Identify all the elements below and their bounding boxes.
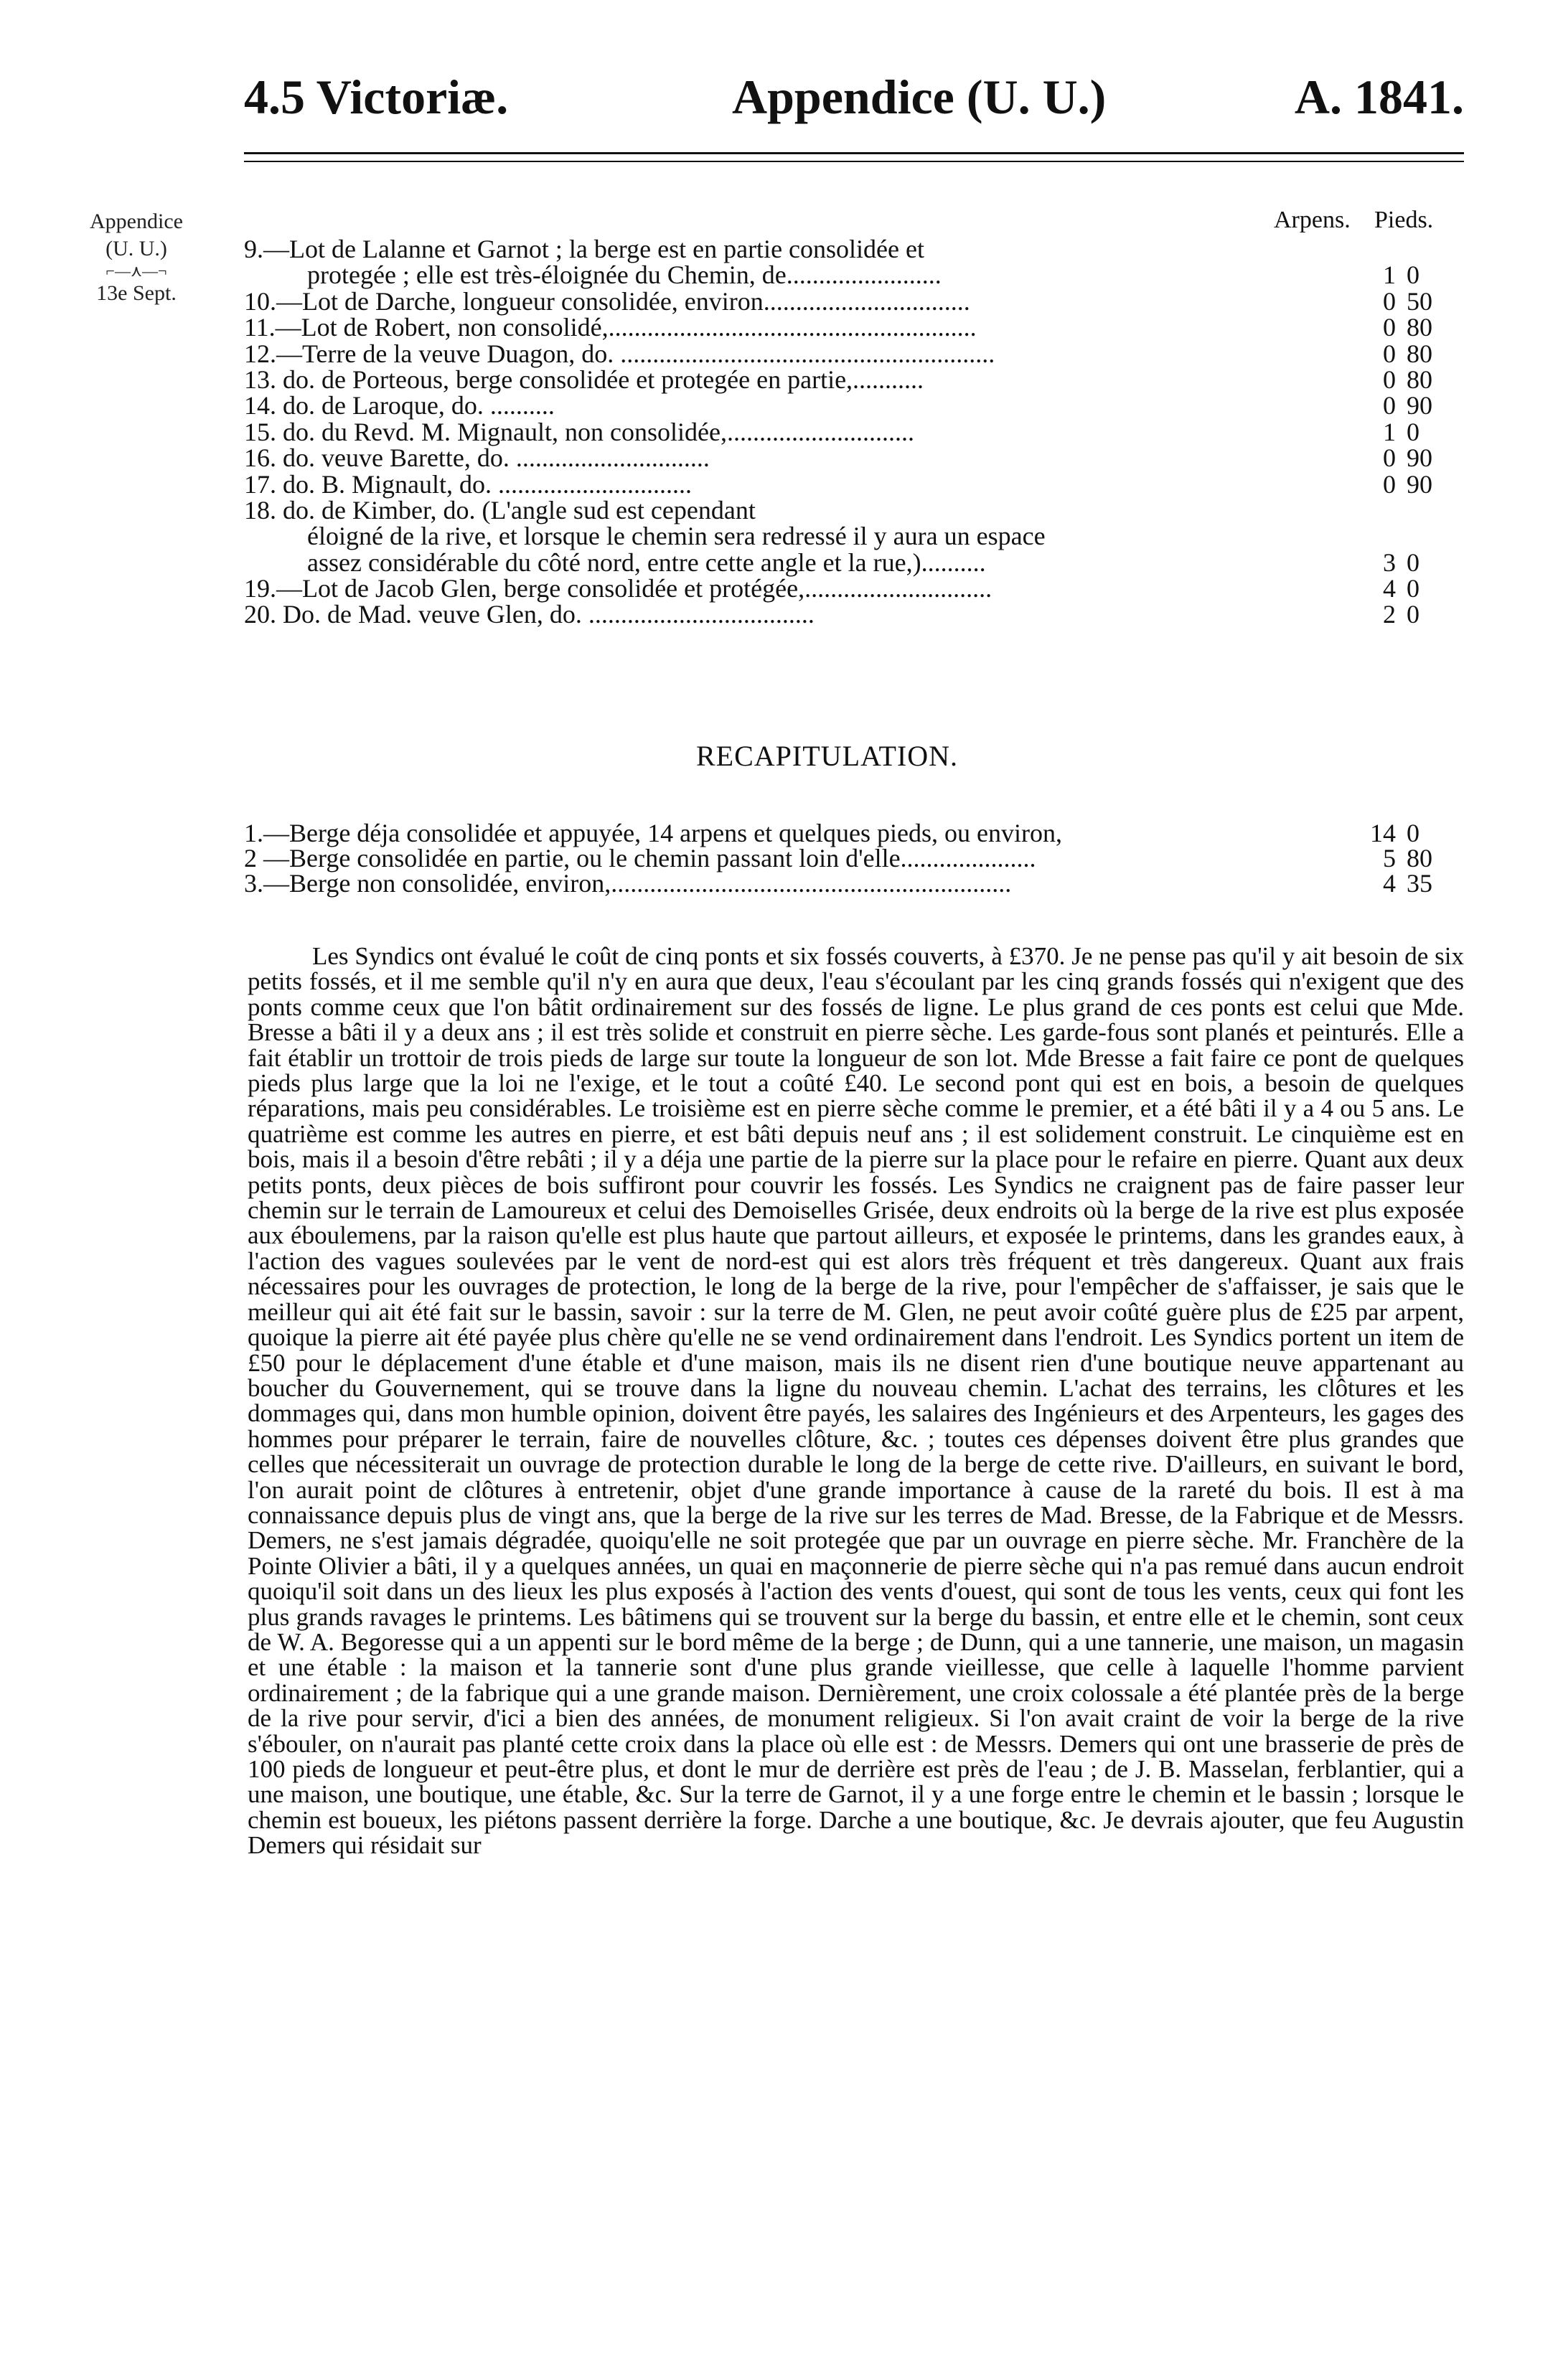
row-arpens: 1	[1383, 260, 1396, 290]
header-rule-thin	[244, 161, 1464, 162]
row-description: protegée ; elle est très-éloignée du Chemin, de........................	[307, 260, 942, 290]
recap-title: RECAPITULATION.	[696, 740, 958, 772]
row-pieds: 0	[1407, 547, 1419, 577]
row-pieds: 35	[1407, 869, 1432, 898]
table-row	[244, 286, 1464, 316]
margin-note	[43, 208, 230, 307]
body-paragraph: Les Syndics ont évalué le coût de cinq ponts et six fossés couverts, à £370. Je ne pense pas qu'il y ait besoin de six petits fossés, et il me semble qu'il n'y en aura que deux, l'eau s'écoulant par les cinq grands fossés qui n'exigent que des ponts comme ceux que l'on bâtit ordinairement sur des fossés de ligne. Le plus grand de ces ponts est celui que Mde. Bresse a bâti il y a deux ans ; il est très solide et construit en pierre sèche. Les garde-fous sont planés et peinturés. Elle a fait établir un trottoir de trois pieds de large sur toute la longueur de son lot. Mde Bresse a fait faire ce pont de quelques pieds plus large que la loi ne l'exige, et le tout a coûté £40. Le second pont qui est en bois, a besoin de quelques réparations, mais peu considérables. Le troisième est en pierre sèche comme le premier, et a été bâti il y a 4 ou 5 ans. Le quatrième est comme les autres en pierre, et est bâti depuis neuf ans ; il est solidement construit. Le cinquième est en bois, mais il a besoin d'être rebâti ; il y a déja une partie de la pierre sur la place pour le refaire en pierre. Quant aux deux petits ponts, deux pièces de bois suffiront pour couvrir les fossés. Les Syndics ne craignent pas de faire passer leur chemin sur le terrain de Lamoureux et celui des Demoiselles Grisée, deux endroits où la berge de la rive est plus exposée aux éboulemens, par la raison qu'elle est plus haute que partout ailleurs, et exposée le printems, dans les grandes eaux, à l'action des vagues soulevées par le vent de nord-est qui est alors très fréquent et très dangereux. Quant aux frais nécessaires pour les ouvrages de protection, le long de la berge de la rive, pour l'empêcher de s'affaisser, je sais que le meilleur qui ait été fait sur le bassin, savoir : sur la terre de M. Glen, ne peut avoir coûté guère plus de £25 par arpent, quoique la pierre ait été payée plus chère qu'elle ne se vend ordinairement dans l'endroit. Les Syndics portent un item de £50 pour le déplacement d'une étable et d'une maison, mais ils ne disent rien d'une boutique neuve appartenant au boucher du Gouvernement, qui se trouve dans la ligne du nouveau chemin. L'achat des terrains, les clôtures et les dommages qui, dans mon humble opinion, doivent être payés, les salaires des Ingénieurs et des Arpenteurs, les gages des hommes pour préparer le terrain, faire de nouvelles clôture, &c. ; toutes ces dépenses doivent être plus grandes que celles que nécessiterait un ouvrage de protection durable le long de la berge de cette rive. D'ailleurs, en suivant le bord, l'on aurait point de clôtures à entretenir, objet d'une grande importance à cause de la rareté du bois. Il est à ma connaissance depuis plus de vingt ans, que la berge de la rive sur les terres de Mad. Bresse, de la Fabrique et de Messrs. Demers, ne s'est jamais dégradée, quoiqu'elle ne soit protegée que par un ouvrage en pierre sèche. Mr. Franchère de la Pointe Olivier a bâti, il y a quelques années, un quai en maçonnerie de pierre sèche qui n'a pas remué dans aucun endroit quoiqu'il soit dans un des lieux les plus exposés à l'action des vents d'ouest, qui sont de tous les vents, ceux qui font les plus grands ravages le printems. Les bâtimens qui se trouvent sur la berge du bassin, et entre elle et le chemin, sont ceux de W. A. Begoresse qui a un appenti sur le bord même de la berge ; de Dunn, qui a une tannerie, une maison, un magasin et une étable : la maison et la tannerie sont d'une plus grande vieillesse, que celle à laquelle l'homme parvient ordinairement ; de la fabrique qui a une grande maison. Dernièrement, une croix colossale a été plantée près de la berge de la rive pour servir, d'ici a bien des années, de monument religieux. Si l'on avait craint de voir la berge de la rive s'ébouler, on n'aurait pas planté cette croix dans la place où elle est : de Messrs. Demers qui ont une brasserie de près de 100 pieds de longueur et peut-être plus, et dont le mur de derrière est près de l'eau ; de J. B. Masselan, ferblantier, qui a une maison, une boutique, une étable, &c. Sur la terre de Garnot, il y a une forge entre le chemin et le bassin ; lorsque le chemin est boueux, les piétons passent derrière la forge. Darche a une boutique, &c. Je devrais ajouter, que feu Augustin Demers qui résidait sur	[248, 942, 1464, 1860]
row-description: 19.—Lot de Jacob Glen, berge consolidée et protégée,.............................	[244, 574, 992, 603]
row-description: 1.—Berge déja consolidée et appuyée, 14 arpens et quelques pieds, ou environ,	[244, 819, 1062, 847]
row-arpens: 0	[1383, 469, 1396, 499]
table-row	[244, 521, 1464, 551]
row-description: 9.—Lot de Lalanne et Garnot ; la berge est en partie consolidée et	[244, 235, 924, 263]
body-text	[248, 944, 1464, 1858]
lots-table	[244, 234, 1464, 629]
row-pieds: 50	[1407, 286, 1432, 316]
header-year: A. 1841.	[1294, 70, 1464, 124]
row-description: 16. do. veuve Barette, do. ..............................	[244, 443, 710, 473]
row-arpens: 0	[1383, 286, 1396, 316]
table-row	[244, 868, 1464, 898]
row-arpens: 1	[1383, 417, 1396, 446]
margin-appendix: Appendice	[90, 210, 183, 233]
row-pieds: 0	[1407, 574, 1419, 603]
row-description: 11.—Lot de Robert, non consolidé,.........................................................	[244, 313, 977, 342]
row-pieds: 80	[1407, 844, 1432, 872]
table-row	[244, 260, 1464, 290]
row-description: assez considérable du côté nord, entre cette angle et la rue,)..........	[307, 547, 986, 577]
table-row	[244, 390, 1464, 420]
recap-table	[244, 818, 1464, 898]
row-arpens: 3	[1383, 547, 1396, 577]
row-arpens: 2	[1383, 600, 1396, 629]
table-row	[244, 469, 1464, 499]
row-pieds: 80	[1407, 364, 1432, 394]
row-pieds: 90	[1407, 469, 1432, 499]
row-arpens: 4	[1383, 869, 1396, 898]
table-row	[244, 417, 1464, 446]
margin-brace: ⌐—⋏—¬	[105, 262, 167, 280]
table-row	[244, 312, 1464, 342]
table-row	[244, 599, 1464, 629]
row-description: 14. do. de Laroque, do. ..........	[244, 391, 555, 420]
running-header	[244, 69, 1464, 133]
row-arpens: 4	[1383, 574, 1396, 603]
row-arpens: 14	[1370, 819, 1396, 847]
row-arpens: 0	[1383, 364, 1396, 394]
row-pieds: 80	[1407, 313, 1432, 342]
header-rule	[244, 152, 1464, 154]
margin-appendix-code: (U. U.)	[105, 237, 167, 260]
table-row	[244, 495, 1464, 525]
table-row	[244, 443, 1464, 473]
row-pieds: 0	[1407, 417, 1419, 446]
column-header-pieds: Pieds.	[1374, 207, 1434, 233]
row-pieds: 0	[1407, 260, 1419, 290]
row-arpens: 0	[1383, 339, 1396, 368]
table-row	[244, 339, 1464, 368]
row-pieds: 90	[1407, 443, 1432, 473]
row-pieds: 0	[1407, 600, 1419, 629]
header-session: 4.5 Victoriæ.	[244, 70, 509, 124]
row-description: 13. do. de Porteous, berge consolidée et protegée en partie,...........	[244, 364, 924, 394]
column-header-arpens: Arpens.	[1274, 207, 1351, 233]
row-arpens: 5	[1383, 844, 1396, 872]
table-row	[244, 364, 1464, 394]
header-appendix: Appendice (U. U.)	[732, 70, 1107, 124]
row-description: 2 —Berge consolidée en partie, ou le chemin passant loin d'elle.....................	[244, 844, 1036, 872]
row-pieds: 0	[1407, 819, 1419, 847]
table-row	[244, 818, 1464, 847]
row-pieds: 80	[1407, 339, 1432, 368]
row-description: 12.—Terre de la veuve Duagon, do. ..........................................................	[244, 339, 995, 368]
row-description: 20. Do. de Mad. veuve Glen, do. ...................................	[244, 600, 815, 629]
row-description: 3.—Berge non consolidée, environ,..............................................................	[244, 869, 1012, 898]
row-pieds: 90	[1407, 391, 1432, 420]
row-description: 18. do. de Kimber, do. (L'angle sud est cependant	[244, 495, 756, 525]
row-arpens: 0	[1383, 391, 1396, 420]
row-description: 17. do. B. Mignault, do. ..............................	[244, 469, 693, 499]
row-description: 10.—Lot de Darche, longueur consolidée, environ................................	[244, 286, 970, 316]
table-row	[244, 234, 1464, 263]
row-arpens: 0	[1383, 313, 1396, 342]
table-row	[244, 547, 1464, 577]
table-row	[244, 573, 1464, 603]
margin-date: 13e Sept.	[96, 281, 177, 305]
table-row	[244, 843, 1464, 872]
row-description: éloigné de la rive, et lorsque le chemin sera redressé il y aura un espace	[307, 522, 1046, 551]
row-arpens: 0	[1383, 443, 1396, 473]
row-description: 15. do. du Revd. M. Mignault, non consolidée,.............................	[244, 417, 914, 446]
